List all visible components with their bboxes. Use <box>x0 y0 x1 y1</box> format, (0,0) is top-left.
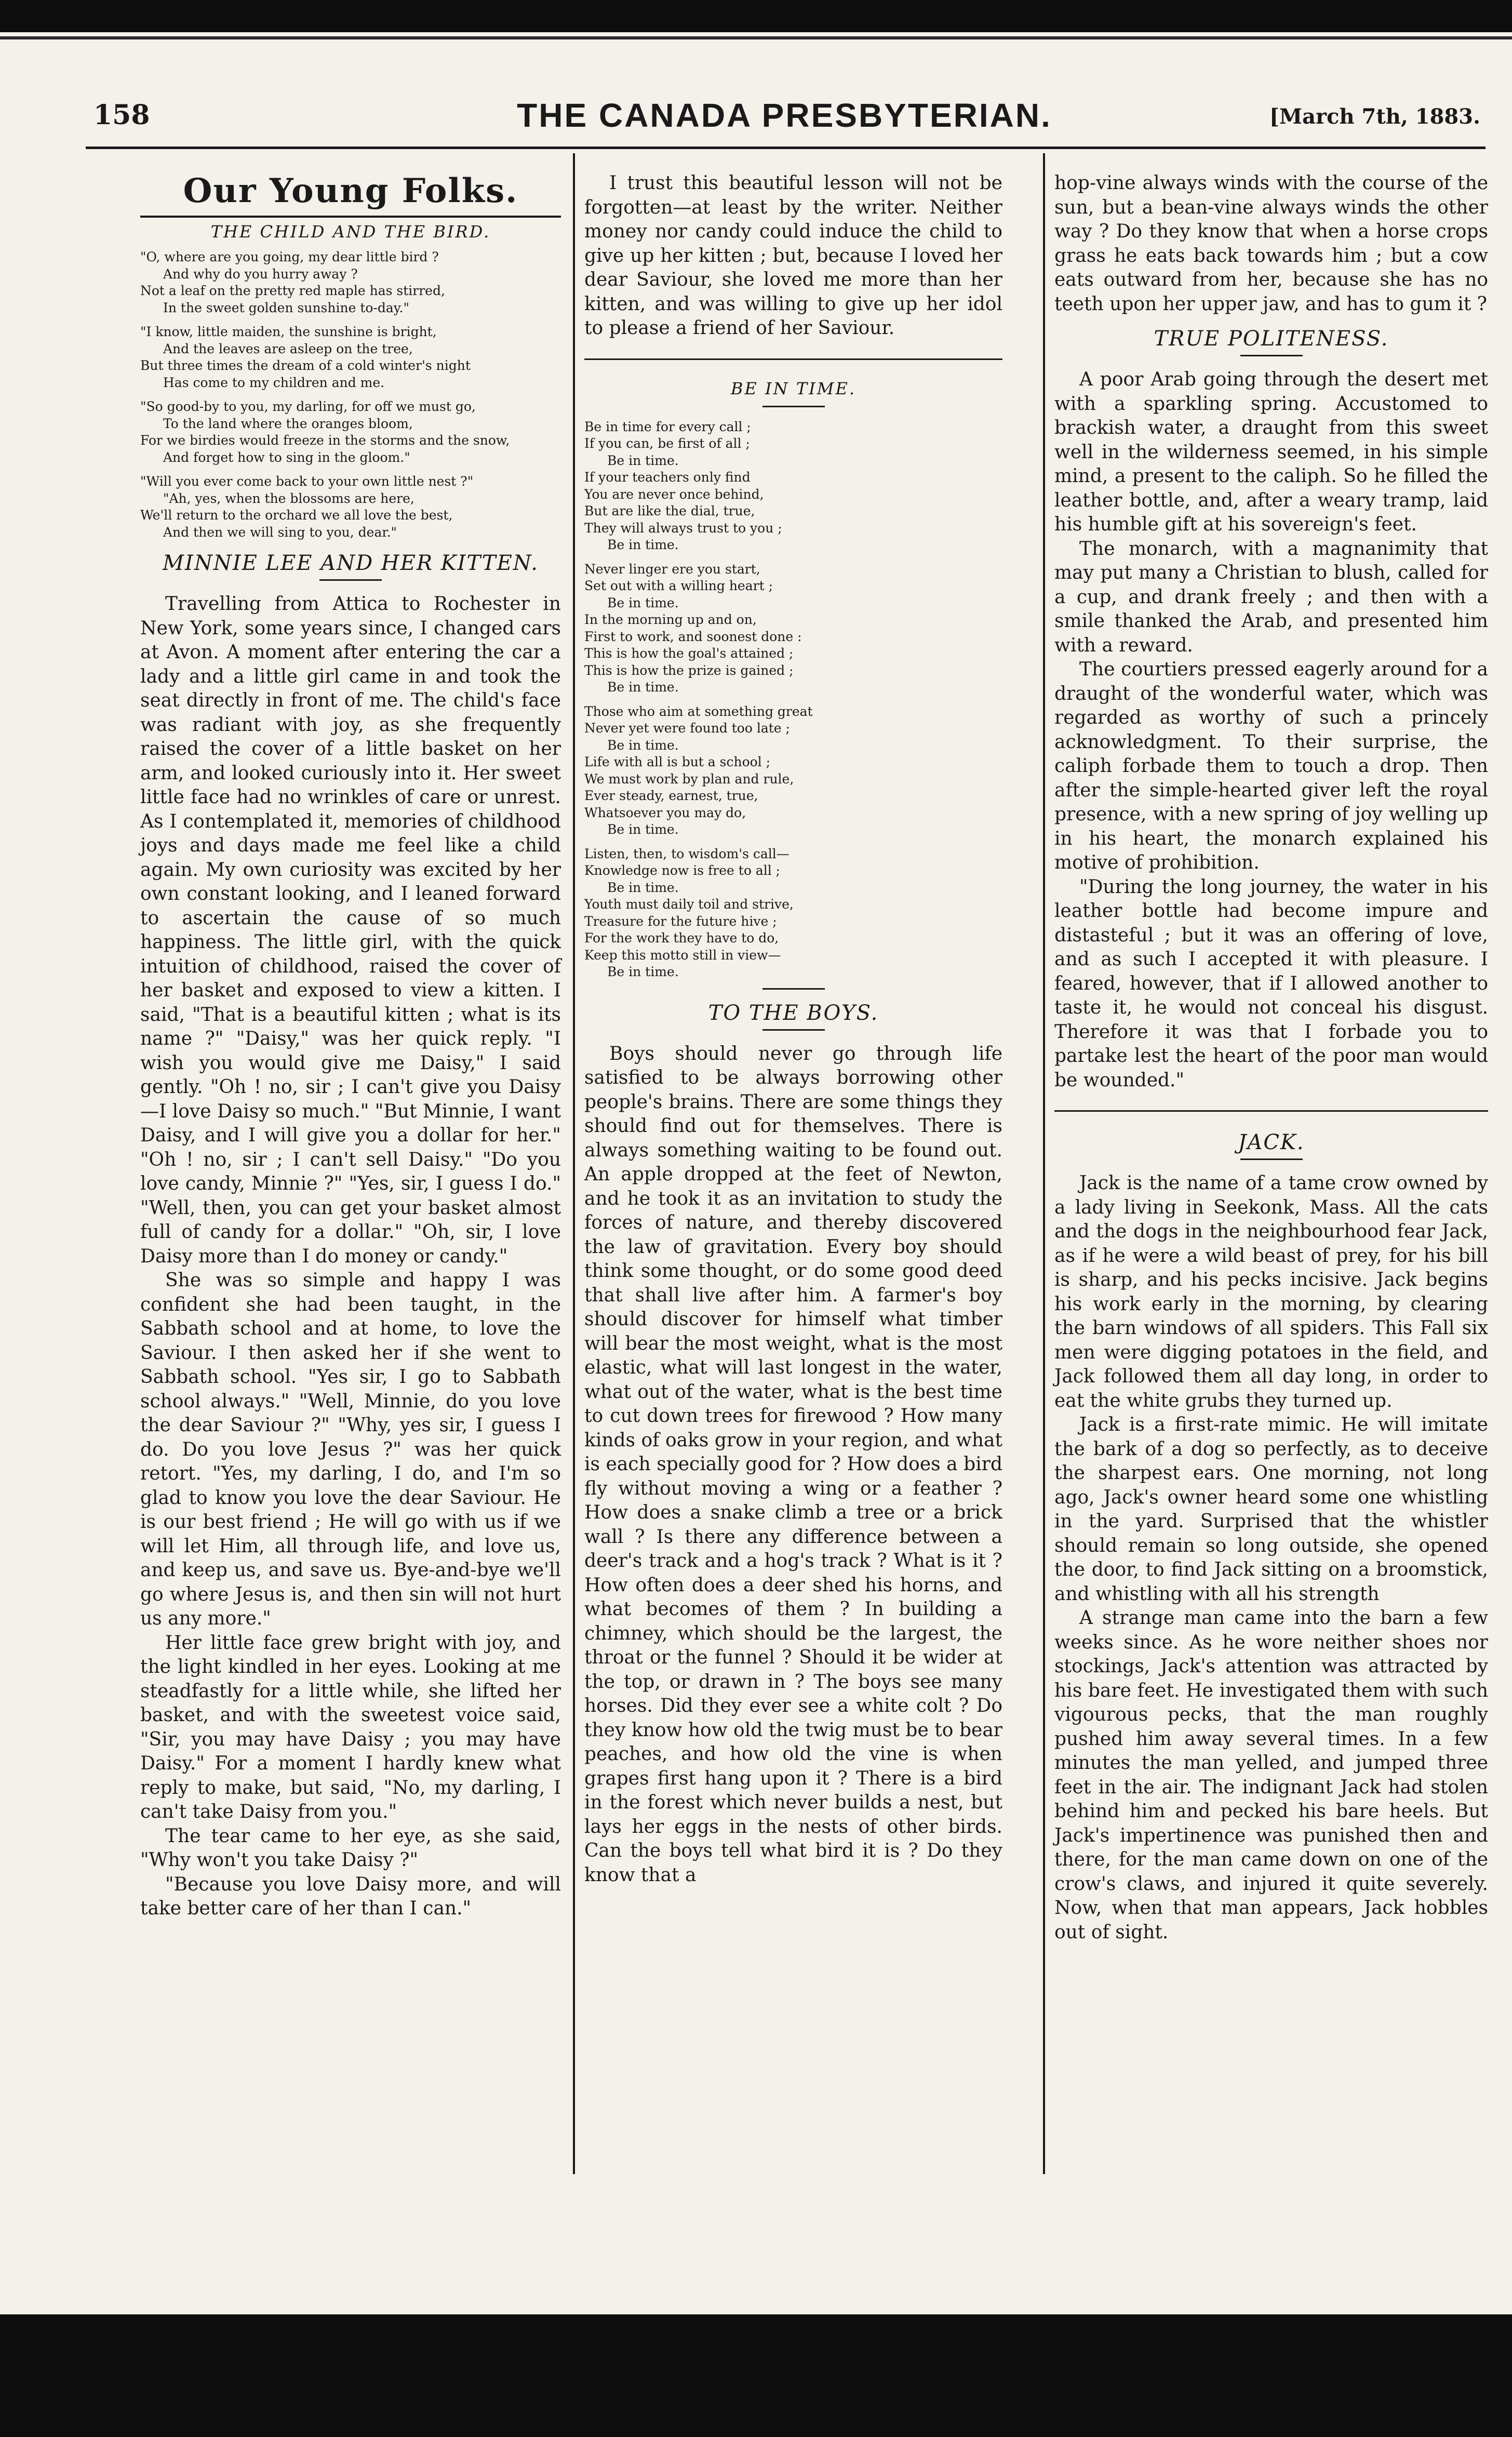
paragraph: "During the long journey, the water in his leather bottle had become impure and distasteful ; but it was an offering of love, and as such I accepted it with pleasure. I feared, however, that if I allowed another to taste it, he would not conceal his disgust. Therefore it was that I forbade you to partake lest the heart of the poor man would be wounded." <box>1054 876 1488 1091</box>
poem-line: You are never once behind, <box>584 486 764 502</box>
title-rule <box>762 406 825 407</box>
poem-stanza <box>584 703 1002 838</box>
poem-line: In the sweet golden sunshine to-day." <box>163 300 410 315</box>
poem-line: "Ah, yes, when the blossoms are here, <box>163 490 414 506</box>
poem-stanza <box>140 324 561 391</box>
poem-line: Be in time. <box>607 737 679 753</box>
poem-line: Be in time. <box>607 822 679 837</box>
poem-line: Those who aim at something great <box>584 703 813 719</box>
poem-line: Youth must daily toil and strive, <box>584 897 794 912</box>
poem-line: And why do you hurry away ? <box>163 266 358 282</box>
poem-line: And forget how to sing in the gloom." <box>163 449 410 465</box>
poem-stanza <box>584 561 1002 696</box>
poem-line: Be in time. <box>607 537 679 552</box>
poem-line: But three times the dream of a cold winter's night <box>140 358 471 373</box>
paragraph: A strange man came into the barn a few weeks since. As he wore neither shoes nor stockings, Jack's attention was attracted by his bare feet. He investigated them with such vigourous pecks, that the man roughly pushed him away several times. In a few minutes the man yelled, and jumped three feet in the air. The indignant Jack had stolen behind him and pecked his bare heels. But Jack's impertinence was punished then and there, for the man came down on one of the crow's claws, and injured it quite severely. Now, when that man appears, Jack hobbles out of sight. <box>1054 1607 1488 1943</box>
poem-line: For the work they have to do, <box>584 930 779 945</box>
story-minnie-lee <box>140 592 561 1921</box>
column-rule-1 <box>573 153 575 2174</box>
poem-line: Keep this motto still in view— <box>584 947 781 963</box>
poem-line: "O, where are you going, my dear little bird ? <box>140 249 439 264</box>
scan-top-rule <box>0 36 1512 39</box>
paragraph: Travelling from Attica to Rochester in New York, some years since, I changed cars at Avon. A moment after entering the car a lady and a little girl came in and took the seat directly in front of me. The child's face was radiant with joy, as she frequently raised the cover of a little basket on her arm, and looked curiously into it. Her sweet little face had no wrinkles of care or unrest. As I contemplated it, memories of childhood joys and days made me feel like a child again. My own curiosity was excited by her own constant looking, and I leaned forward to ascertain the cause of so much happiness. The little girl, with the quick intuition of childhood, raised the cover of her basket and exposed to view a kitten. I said, "That is a beautiful kitten ; what is its name ?" "Daisy," was her quick reply. "I wish you would give me Daisy," I said gently. "Oh ! no, sir ; I can't give you Daisy—I love Daisy so much." "But Minnie, I want Daisy, and I will give you a dollar for her." "Oh ! no, sir ; I can't sell Daisy." "Do you love candy, Minnie ?" "Yes, sir, I guess I do." "Well, then, you can get your basket almost full of candy for a dollar." "Oh, sir, I love Daisy more than I do money or candy." <box>140 593 561 1267</box>
title-rule <box>762 1029 825 1031</box>
poem-be-in-time <box>584 419 1002 981</box>
column-2 <box>584 171 1002 1887</box>
column-rule-2 <box>1043 153 1045 2174</box>
poem-stanza <box>140 398 561 466</box>
paper-title: THE CANADA PRESBYTERIAN. <box>517 97 1052 134</box>
poem-line: Whatsoever you may do, <box>584 805 746 820</box>
article-title-true-politeness: TRUE POLITENESS. <box>1154 327 1389 351</box>
article-true-politeness <box>1054 368 1488 1093</box>
poem-line: They will always trust to you ; <box>584 520 782 536</box>
poem-line: And the leaves are asleep on the tree, <box>163 341 413 356</box>
poem-line: But are like the dial, true, <box>584 503 755 518</box>
poem-line: Be in time. <box>607 880 679 895</box>
paragraph: Her little face grew bright with joy, and the light kindled in her eyes. Looking at me steadfastly for a little while, she lifted her basket, and with the sweetest voice said, "Sir, you may have Daisy ; you may have Daisy." For a moment I hardly knew what reply to make, but said, "No, my darling, I can't take Daisy from you." <box>140 1632 561 1822</box>
poem-line: Set out with a willing heart ; <box>584 578 773 593</box>
paragraph: The tear came to her eye, as she said, "Why won't you take Daisy ?" <box>140 1825 561 1871</box>
scan-top-border <box>0 0 1512 32</box>
poem-line: "Will you ever come back to your own little nest ?" <box>140 474 474 489</box>
poem-line: Be in time for every call ; <box>584 419 751 434</box>
paragraph: A poor Arab going through the desert met with a sparkling spring. Accustomed to brackish water, a draught from this sweet well in the wilderness seemed, in his simple mind, a present to the caliph. So he filled the leather bottle, and, after a weary tramp, laid his humble gift at his sovereign's feet. <box>1054 369 1488 535</box>
poem-line: Ever steady, earnest, true, <box>584 788 758 803</box>
paragraph: Jack is the name of a tame crow owned by a lady living in Seekonk, Mass. All the cats and the dogs in the neighbourhood fear Jack, as if he were a wild beast of prey, for his bill is sharp, and his pecks incisive. Jack begins his work early in the morning, by clearing the barn windows of all spiders. This Fall six men were digging potatoes in the field, and Jack followed them all day long, in order to eat the white grubs they turned up. <box>1054 1173 1488 1411</box>
section-separator <box>1054 1110 1488 1112</box>
paragraph: "Because you love Daisy more, and will take better care of her than I can." <box>140 1873 561 1919</box>
poem-line: We must work by plan and rule, <box>584 771 794 787</box>
poem-line: Be in time. <box>607 595 679 610</box>
poem-line: "I know, little maiden, the sunshine is bright, <box>140 324 437 339</box>
poem-line: Be in time. <box>607 680 679 695</box>
page-header <box>83 96 1486 143</box>
poem-line: "So good-by to you, my darling, for off we must go, <box>140 399 476 414</box>
poem-line: Be in time. <box>607 452 679 468</box>
article-title-to-the-boys: TO THE BOYS. <box>708 1001 879 1025</box>
issue-date: [March 7th, 1883. <box>1269 104 1480 129</box>
poem-title-child-bird: THE CHILD AND THE BIRD. <box>210 222 491 242</box>
poem-line: Not a leaf on the pretty red maple has stirred, <box>140 283 445 298</box>
poem-line: Listen, then, to wisdom's call— <box>584 846 790 861</box>
paragraph: Jack is a first-rate mimic. He will imitate the bark of a dog so perfectly, as to deceive the sharpest ears. One morning, not long ago, Jack's owner heard some one whistling in the yard. Surprised that the whistler should remain so long outside, she opened the door, to find Jack sitting on a broomstick, and whistling with all his strength <box>1054 1414 1488 1605</box>
paragraph: The courtiers pressed eagerly around for a draught of the wonderful water, which was regarded as worthy of such a princely acknowledgment. To their surprise, the caliph forbade them to touch a drop. Then after the simple-hearted giver left the royal presence, with a new spring of joy welling up in his heart, the monarch explained his motive of prohibition. <box>1054 659 1488 873</box>
article-to-the-boys-continued: hop-vine always winds with the course of the sun, but a bean-vine always winds the other way ? Do they know that when a horse crops grass he eats back towards him ; but a cow eats outward from her, because she has no teeth upon her upper jaw, and has to gum it ? <box>1054 172 1488 315</box>
poem-line: For we birdies would freeze in the storms and the snow, <box>140 433 510 448</box>
paragraph: The monarch, with a magnanimity that may put many a Christian to blush, called for a cup, and drank freely ; and then with a smile thanked the Arab, and presented him with a reward. <box>1054 538 1488 656</box>
poem-child-bird <box>140 249 561 541</box>
poem-line: Treasure for the future hive ; <box>584 913 777 929</box>
poem-stanza <box>584 419 1002 554</box>
section-masthead: Our Young Folks. <box>183 171 518 210</box>
poem-line: We'll return to the orchard we all love the best, <box>140 508 453 523</box>
column-1 <box>140 171 561 1921</box>
page-number: 158 <box>93 99 150 131</box>
poem-line: Has come to my children and me. <box>163 375 385 390</box>
poem-line: Be in time. <box>607 964 679 979</box>
poem-line: And then we will sing to you, dear." <box>163 524 397 540</box>
poem-line: First to work, and soonest done : <box>584 629 802 644</box>
poem-title-be-in-time: BE IN TIME. <box>730 378 857 398</box>
story-title-minnie: MINNIE LEE AND HER KITTEN. <box>163 551 539 575</box>
section-separator <box>762 988 825 990</box>
poem-line: In the morning up and on, <box>584 612 757 627</box>
scan-bottom-border <box>0 2314 1512 2437</box>
poem-line: If you can, be first of all ; <box>584 436 750 451</box>
poem-line: To the land where the oranges bloom, <box>163 416 413 431</box>
column-3 <box>1054 171 1488 1945</box>
article-jack <box>1054 1171 1488 1945</box>
poem-stanza <box>584 846 1002 981</box>
poem-line: Never linger ere you start, <box>584 561 760 577</box>
paragraph: She was so simple and happy I was confident she had been taught, in the Sabbath school and at home, to love the Saviour. I then asked her if she went to Sabbath school. "Yes sir, I go to Sabbath school always." "Well, Minnie, do you love the dear Saviour ?" "Why, yes sir, I guess I do. Do you love Jesus ?" was her quick retort. "Yes, my darling, I do, and I'm so glad to know you love the dear Saviour. He is our best friend ; He will go with us if we will let Him, all through life, and love us, and keep us, and save us. Bye-and-bye we'll go where Jesus is, and then sin will not hurt us any more." <box>140 1270 561 1629</box>
poem-line: This is how the goal's attained ; <box>584 646 794 661</box>
masthead-rule <box>140 216 561 218</box>
poem-line: Never yet were found too late ; <box>584 721 790 736</box>
article-title-jack: JACK. <box>1238 1130 1305 1154</box>
poem-stanza <box>140 249 561 316</box>
article-to-the-boys: Boys should never go through life satisfied to be always borrowing other people's brains. There are some things they should find out for themselves. There is always something waiting to be found out. An apple dropped at the feet of Newton, and he took it as an invitation to study the forces of nature, and thereby discovered the law of gravitation. Every boy should think some thought, or do some good deed that shall live after him. A farmer's boy should discover for himself what timber will bear the most weight, what is the most elastic, what will last longest in the water, what out of the water, what is the best time to cut down trees for firewood ? How many kinds of oaks grow in your region, and what is each specially good for ? How does a bird fly without moving a wing or a feather ? How does a snake climb a tree or a brick wall ? Is there any difference between a deer's track and a hog's track ? What is it ? How often does a deer shed his horns, and what becomes of them ? In building a chimney, which should be the largest, the throat or the funnel ? Should it be wider at the top, or drawn in ? The boys see many horses. Did they ever see a white colt ? Do they know how old the twig must be to bear peaches, and how old the vine is when grapes first hang upon it ? There is a bird in the forest which never builds a nest, but lays her eggs in the nests of other birds. Can the boys tell what bird it is ? Do they know that a <box>584 1043 1002 1886</box>
poem-stanza <box>140 473 561 541</box>
section-separator <box>584 358 1002 360</box>
story-ending-paragraph: I trust this beautiful lesson will not be forgotten—at least by the writer. Neither money nor candy could induce the child to give up her kitten ; but, because I loved her dear Saviour, she loved me more than her kitten, and was willing to give up her idol to please a friend of her Saviour. <box>584 172 1002 339</box>
title-rule <box>1240 355 1303 356</box>
poem-line: Life with all is but a school ; <box>584 754 771 769</box>
title-rule <box>1240 1158 1303 1160</box>
poem-line: If your teachers only find <box>584 470 751 485</box>
poem-line: Knowledge now is free to all ; <box>584 863 781 878</box>
title-rule <box>319 579 382 581</box>
header-rule <box>86 147 1486 149</box>
poem-line: This is how the prize is gained ; <box>584 662 794 678</box>
